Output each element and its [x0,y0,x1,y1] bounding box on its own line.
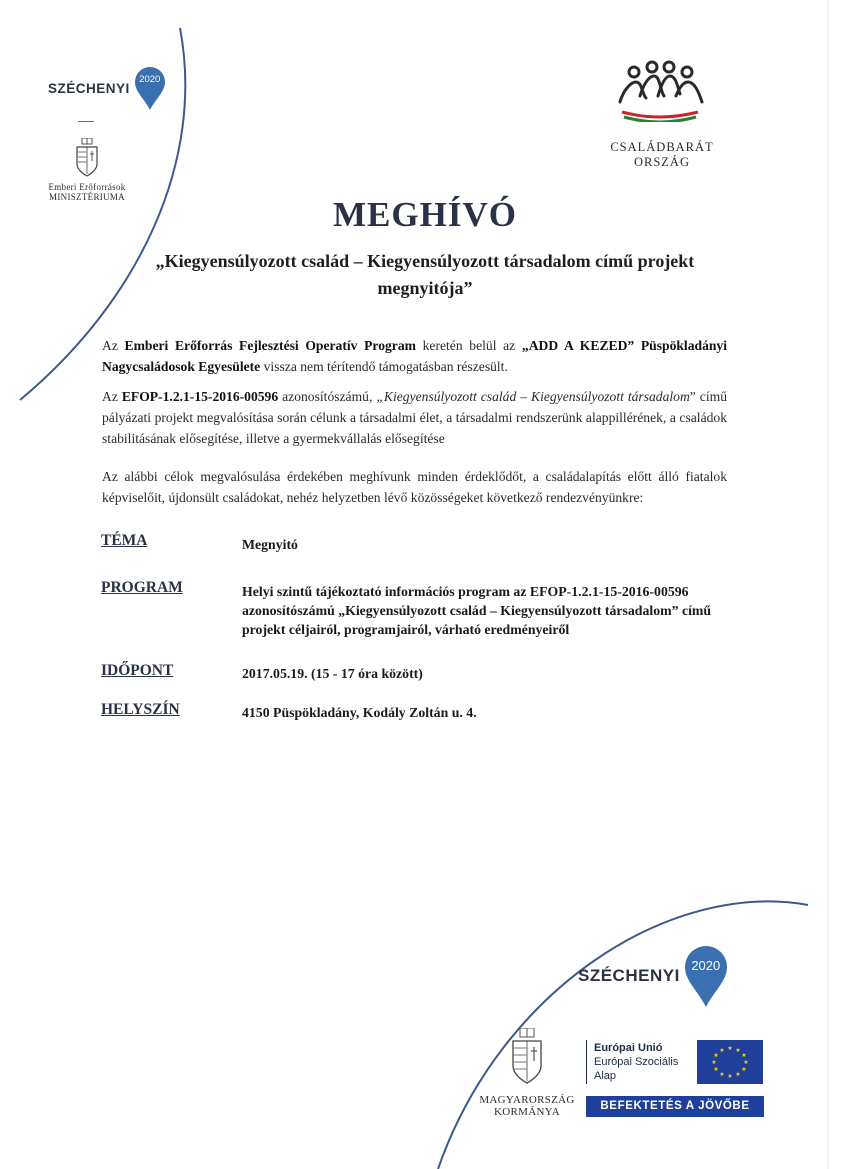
page-title: MEGHÍVÓ [333,195,517,234]
page-subtitle: „Kiegyensúlyozott család – Kiegyensúlyozott társadalom című projekt megnyitója” [155,251,695,298]
program-label: PROGRAM [101,579,183,596]
svg-text:★: ★ [711,1059,717,1066]
szechenyi-logo-bottom [578,945,728,1007]
government-coat-of-arms-icon [510,1028,544,1086]
invitation-paragraph: Az alábbi célok megvalósulása érdekében meghívunk minden érdeklődőt, a családalapítás előtt álló fiatalok képviselőit, újdonsült családokat, nehéz helyzetben lévő közösségeket következő rendezvényünkre: [102,469,727,505]
logo-divider [78,121,94,122]
p2-project-title: „Kiegyensúlyozott család – Kiegyensúlyozott társadalom [376,389,690,404]
szechenyi-wordmark: SZÉCHENYI [48,80,130,96]
p1-text-e: vissza nem térítendő támogatásban részesült. [260,359,508,374]
p1-association-name: „ADD A KEZED” Püspökladányi Nagycsaládosok Egyesülete [102,338,727,374]
gov-line-1: MAGYARORSZÁG [479,1094,575,1106]
family-line-1: CSALÁDBARÁT [610,140,714,154]
family-line-2: ORSZÁG [633,155,690,169]
pin-icon-bottom [684,945,728,1007]
svg-text:★: ★ [735,1047,741,1054]
svg-text:★: ★ [719,1071,725,1078]
szechenyi-logo-top [48,66,166,110]
pin-icon [134,66,166,110]
eu-divider [586,1040,587,1084]
p2-text-e: ” című pályázati projekt megvalósítása során célunk a társadalmi élet, a társadalmi rendszerünk alappillérének, a családok stabilitásának elősegítése, illetve a gyermekvállalás elősegítése [102,389,727,446]
tema-label: TÉMA [101,532,148,549]
program-value: Helyi szintű tájékoztató információs program az EFOP-1.2.1-15-2016-00596 azonosítószámú „Kiegyensúlyozott család – Kiegyensúlyozott társadalom” című projekt céljairól, programjairól, várható eredményeiről [242,584,712,637]
project-paragraph [102,386,727,449]
svg-text:★: ★ [719,1047,725,1054]
eu-text [594,1041,678,1083]
p2-text-c: azonosítószámú, [278,389,377,404]
government-name [472,1094,582,1118]
bottom-right-arc [438,901,808,1169]
eu-line-2: Európai Szociális [594,1056,679,1068]
svg-text:★: ★ [713,1052,719,1059]
p2-project-id: EFOP-1.2.1-15-2016-00596 [121,389,279,404]
intro-paragraph [102,335,727,377]
eu-logo-block [586,1038,766,1088]
tema-value: Megnyitó [242,537,298,552]
eu-line-3: Alap [594,1070,617,1082]
eu-flag-icon [697,1040,763,1084]
ministry-line-2: MINISZTÉRIUMA [49,192,125,202]
svg-text:★: ★ [713,1066,719,1073]
svg-text:★: ★ [727,1045,733,1052]
p1-text-a: Az [102,338,125,353]
helyszin-label: HELYSZÍN [101,701,180,718]
p2-text-a: Az [102,389,122,404]
szechenyi-year: 2020 [139,74,161,85]
helyszin-value: 4150 Püspökladány, Kodály Zoltán u. 4. [242,705,477,720]
idopont-label: IDŐPONT [101,662,174,679]
svg-text:★: ★ [741,1052,747,1059]
idopont-value: 2017.05.19. (15 - 17 óra között) [242,666,423,681]
family-people-icon [612,60,708,122]
svg-text:★: ★ [741,1066,747,1073]
p1-program-name: Emberi Erőforrás Fejlesztési Operatív Program [124,338,416,353]
svg-text:★: ★ [735,1071,741,1078]
gov-line-2: KORMÁNYA [494,1106,560,1118]
investment-banner: BEFEKTETÉS A JÖVŐBE [586,1096,764,1117]
svg-text:★: ★ [743,1059,749,1066]
p1-text-c: keretén belül az [415,338,522,353]
svg-text:★: ★ [727,1073,733,1080]
ministry-line-1: Emberi Erőforrások [48,182,126,192]
eu-line-1: Európai Unió [594,1042,663,1054]
family-friendly-text [592,140,732,170]
coat-of-arms-icon [74,138,100,178]
szechenyi-year-bottom: 2020 [691,958,721,973]
szechenyi-wordmark-bottom: SZÉCHENYI [578,966,680,985]
